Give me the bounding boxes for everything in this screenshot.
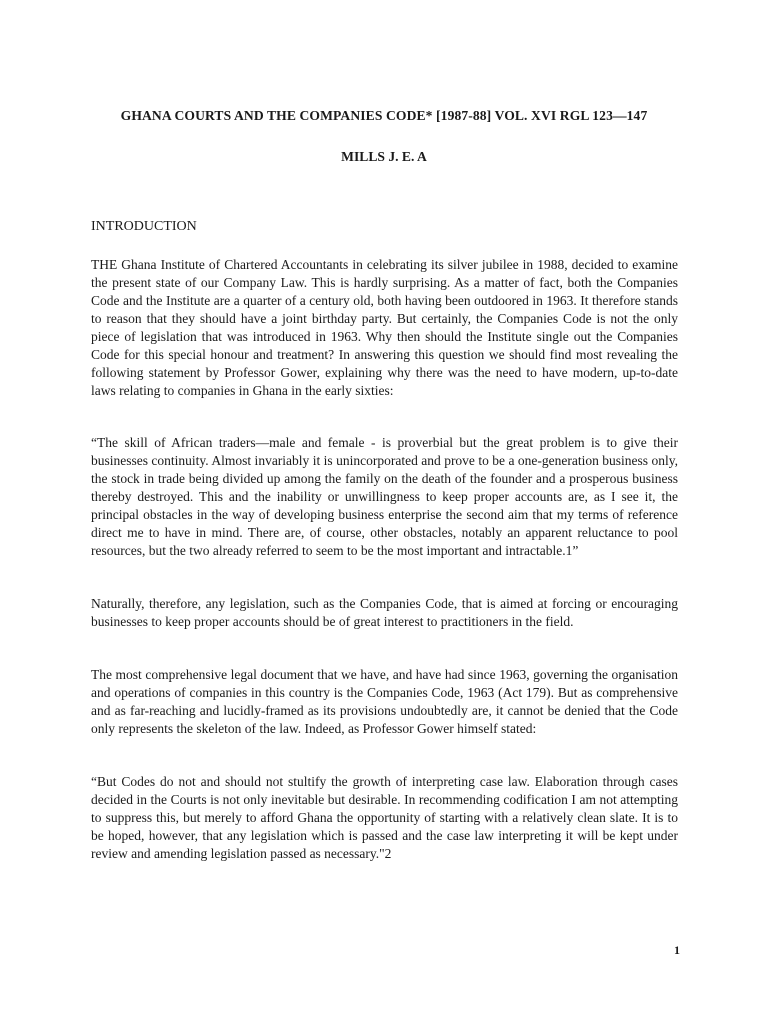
section-heading: INTRODUCTION — [91, 219, 197, 234]
paragraph-introduction: THE Ghana Institute of Chartered Accountants in celebrating its silver jubilee in 1988, decided to examine the present state of our Company Law. This is hardly surprising. As a matter of fact, both the Companies Code and the Institute are a quarter of a century old, both having been outdoored in 1963. It therefore stands to reason that they should have a joint birthday party. But certainly, the Companies Code is not the only piece of legislation that was introduced in 1963. Why then should the Institute single out the Companies Code for this special honour and treatment? In answering this question we should find most revealing the following statement by Professor Gower, explaining why there was the need to have modern, up-to-date laws relating to companies in Ghana in the early sixties: — [91, 257, 678, 398]
paragraph-legislation: Naturally, therefore, any legislation, such as the Companies Code, that is aimed at forcing or encouraging businesses to keep proper accounts should be of great interest to practitioners in the field. — [91, 596, 678, 629]
page-number: 1 — [674, 943, 680, 957]
paragraph-gower-quote: “The skill of African traders—male and female - is proverbial but the great problem is to give their businesses continuity. Almost invariably it is unincorporated and prove to be a one-generation business only, the stock in trade being divided up among the family on the death of the founder and a prosperous business thereby destroyed. This and the inability or unwillingness to keep proper accounts are, as I see it, the principal obstacles in the way of developing business enterprise the second aim that my terms of reference direct me to have in mind. There are, of course, other obstacles, notably an apparent reluctance to pool resources, but the two already referred to seem to be the most important and intractable.1” — [91, 435, 678, 558]
paragraph-companies-code: The most comprehensive legal document that we have, and have had since 1963, governing the organisation and operations of companies in this country is the Companies Code, 1963 (Act 179). But as comprehensive and as far-reaching and lucidly-framed as its provisions undoubtedly are, it cannot be denied that the Code only represents the skeleton of the law. Indeed, as Professor Gower himself stated: — [91, 667, 678, 736]
paragraph-codes-quote: “But Codes do not and should not stultify the growth of interpreting case law. Elaboration through cases decided in the Courts is not only inevitable but desirable. In recommending codification I am not attempting to suppress this, but merely to afford Ghana the opportunity of starting with a relatively clean slate. It is to be hoped, however, that any legislation which is passed and the case law interpreting it will be kept under review and amending legislation passed as necessary."2 — [91, 774, 678, 861]
document-author: MILLS J. E. A — [341, 149, 427, 164]
document-title: GHANA COURTS AND THE COMPANIES CODE* [1987-88] VOL. XVI RGL 123—147 — [120, 108, 648, 123]
